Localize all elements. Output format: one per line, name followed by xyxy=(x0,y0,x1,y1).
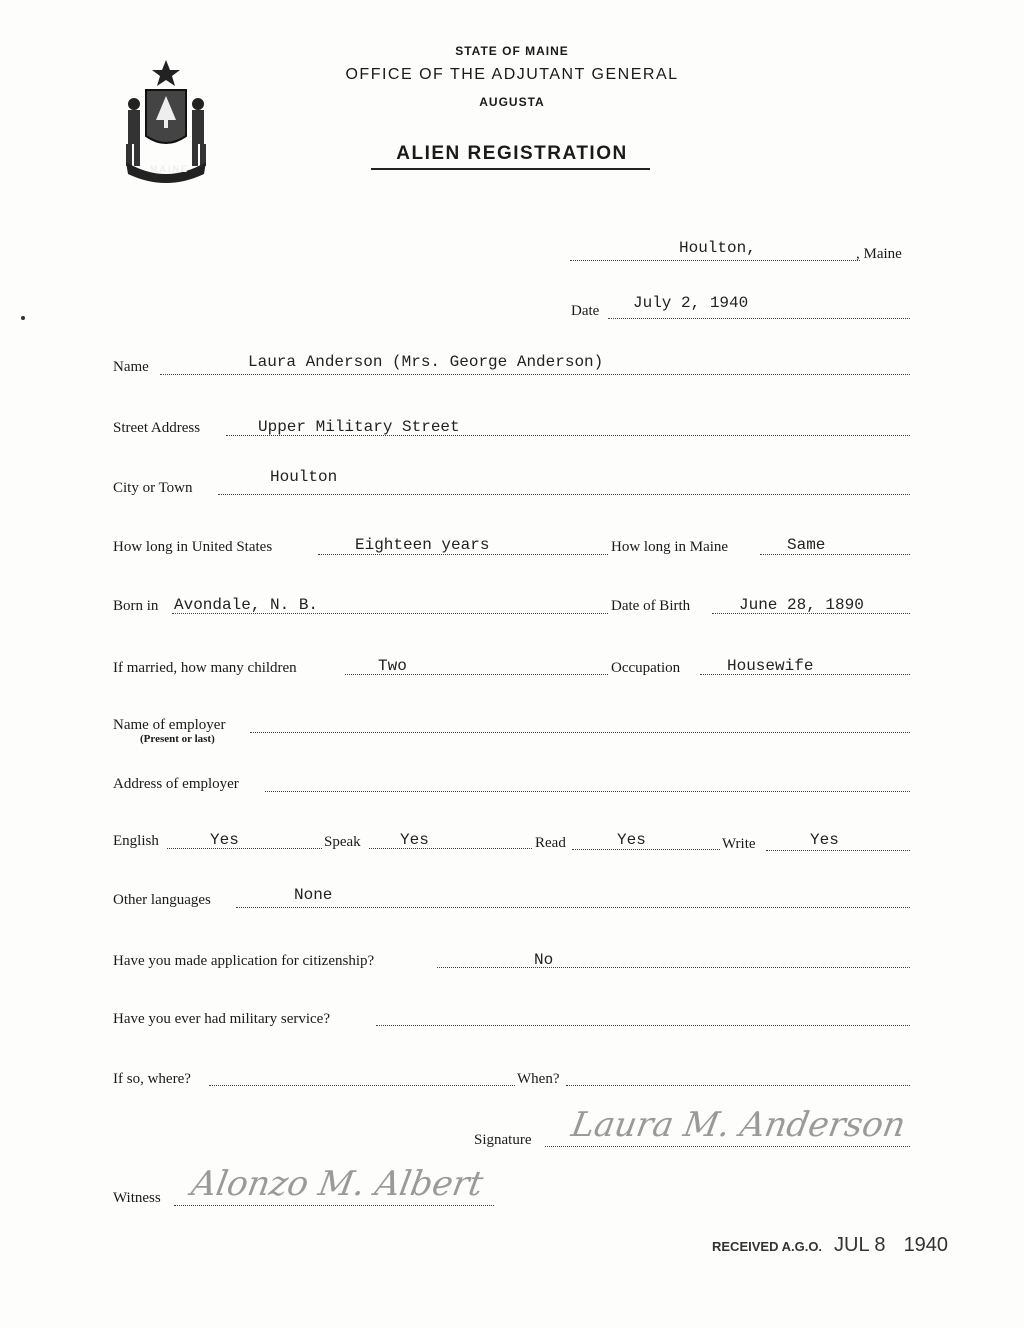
children-label: If married, how many children xyxy=(113,660,297,676)
occupation-label: Occupation xyxy=(611,660,681,676)
dob-value: June 28, 1890 xyxy=(739,596,864,614)
place-line xyxy=(570,260,860,261)
military-label: Have you ever had military service? xyxy=(113,1011,330,1027)
stray-dot xyxy=(21,316,25,320)
place-suffix: , Maine xyxy=(856,246,902,262)
name-value: Laura Anderson (Mrs. George Anderson) xyxy=(248,353,604,371)
received-stamp xyxy=(712,1234,948,1257)
signature-value: Laura M. Anderson xyxy=(568,1105,909,1145)
city-label: City or Town xyxy=(113,480,193,496)
employer-address-line xyxy=(265,791,910,792)
header-office: OFFICE OF THE ADJUTANT GENERAL xyxy=(345,66,679,83)
speak-line xyxy=(369,848,532,849)
witness-line xyxy=(174,1205,494,1206)
employer-address-label: Address of employer xyxy=(113,776,239,792)
speak-value: Yes xyxy=(400,831,429,849)
place-value: Houlton, xyxy=(679,239,756,257)
occupation-value: Housewife xyxy=(727,657,814,675)
name-line xyxy=(160,374,910,375)
citizenship-value: No xyxy=(534,951,554,969)
where-label: If so, where? xyxy=(113,1071,191,1087)
children-value: Two xyxy=(378,657,407,675)
when-line xyxy=(566,1085,910,1086)
where-line xyxy=(209,1085,515,1086)
born-value: Avondale, N. B. xyxy=(174,596,319,614)
write-line xyxy=(766,850,910,851)
stamp-text: RECEIVED A.G.O. xyxy=(712,1239,823,1254)
when-label: When? xyxy=(517,1071,560,1087)
header-city: AUGUSTA xyxy=(479,95,545,109)
other-languages-label: Other languages xyxy=(113,892,211,908)
seal-banner-text: MAINE xyxy=(150,164,189,174)
english-value: Yes xyxy=(210,831,239,849)
city-line xyxy=(218,494,910,495)
english-label: English xyxy=(113,833,159,849)
title-underline xyxy=(371,168,650,170)
date-value: July 2, 1940 xyxy=(633,294,749,312)
employer-line xyxy=(250,732,910,733)
citizenship-line xyxy=(437,967,910,968)
us-duration-label: How long in United States xyxy=(113,539,273,555)
read-label: Read xyxy=(535,835,566,851)
speak-label: Speak xyxy=(324,834,361,850)
write-value: Yes xyxy=(810,831,839,849)
signature-label: Signature xyxy=(474,1132,532,1148)
date-line xyxy=(608,318,910,319)
witness-value: Alonzo M. Albert xyxy=(188,1164,487,1204)
maine-duration-line xyxy=(760,554,910,555)
stamp-month-day: JUL 8 xyxy=(834,1234,886,1256)
date-label: Date xyxy=(571,303,600,319)
write-label: Write xyxy=(722,836,756,852)
form-title: ALIEN REGISTRATION xyxy=(396,143,628,164)
born-label: Born in xyxy=(113,598,159,614)
english-line xyxy=(167,848,322,849)
maine-duration-value: Same xyxy=(787,536,826,554)
employer-label: Name of employer xyxy=(113,717,226,733)
citizenship-label: Have you made application for citizenship? xyxy=(113,953,375,969)
maine-duration-label: How long in Maine xyxy=(611,539,729,555)
header-state: STATE OF MAINE xyxy=(455,44,569,58)
other-languages-line xyxy=(236,907,910,908)
read-line xyxy=(572,849,720,850)
witness-label: Witness xyxy=(113,1190,161,1206)
read-value: Yes xyxy=(617,831,646,849)
street-label: Street Address xyxy=(113,420,201,436)
military-line xyxy=(376,1025,910,1026)
us-duration-value: Eighteen years xyxy=(355,536,490,554)
stamp-year: 1940 xyxy=(903,1234,949,1256)
name-label: Name xyxy=(113,359,149,375)
signature-line xyxy=(545,1146,910,1147)
us-duration-line xyxy=(318,554,608,555)
other-languages-value: None xyxy=(294,886,333,904)
dob-label: Date of Birth xyxy=(611,598,691,614)
city-value: Houlton xyxy=(270,468,338,486)
employer-sublabel: (Present or last) xyxy=(140,733,215,745)
street-value: Upper Military Street xyxy=(258,418,460,436)
